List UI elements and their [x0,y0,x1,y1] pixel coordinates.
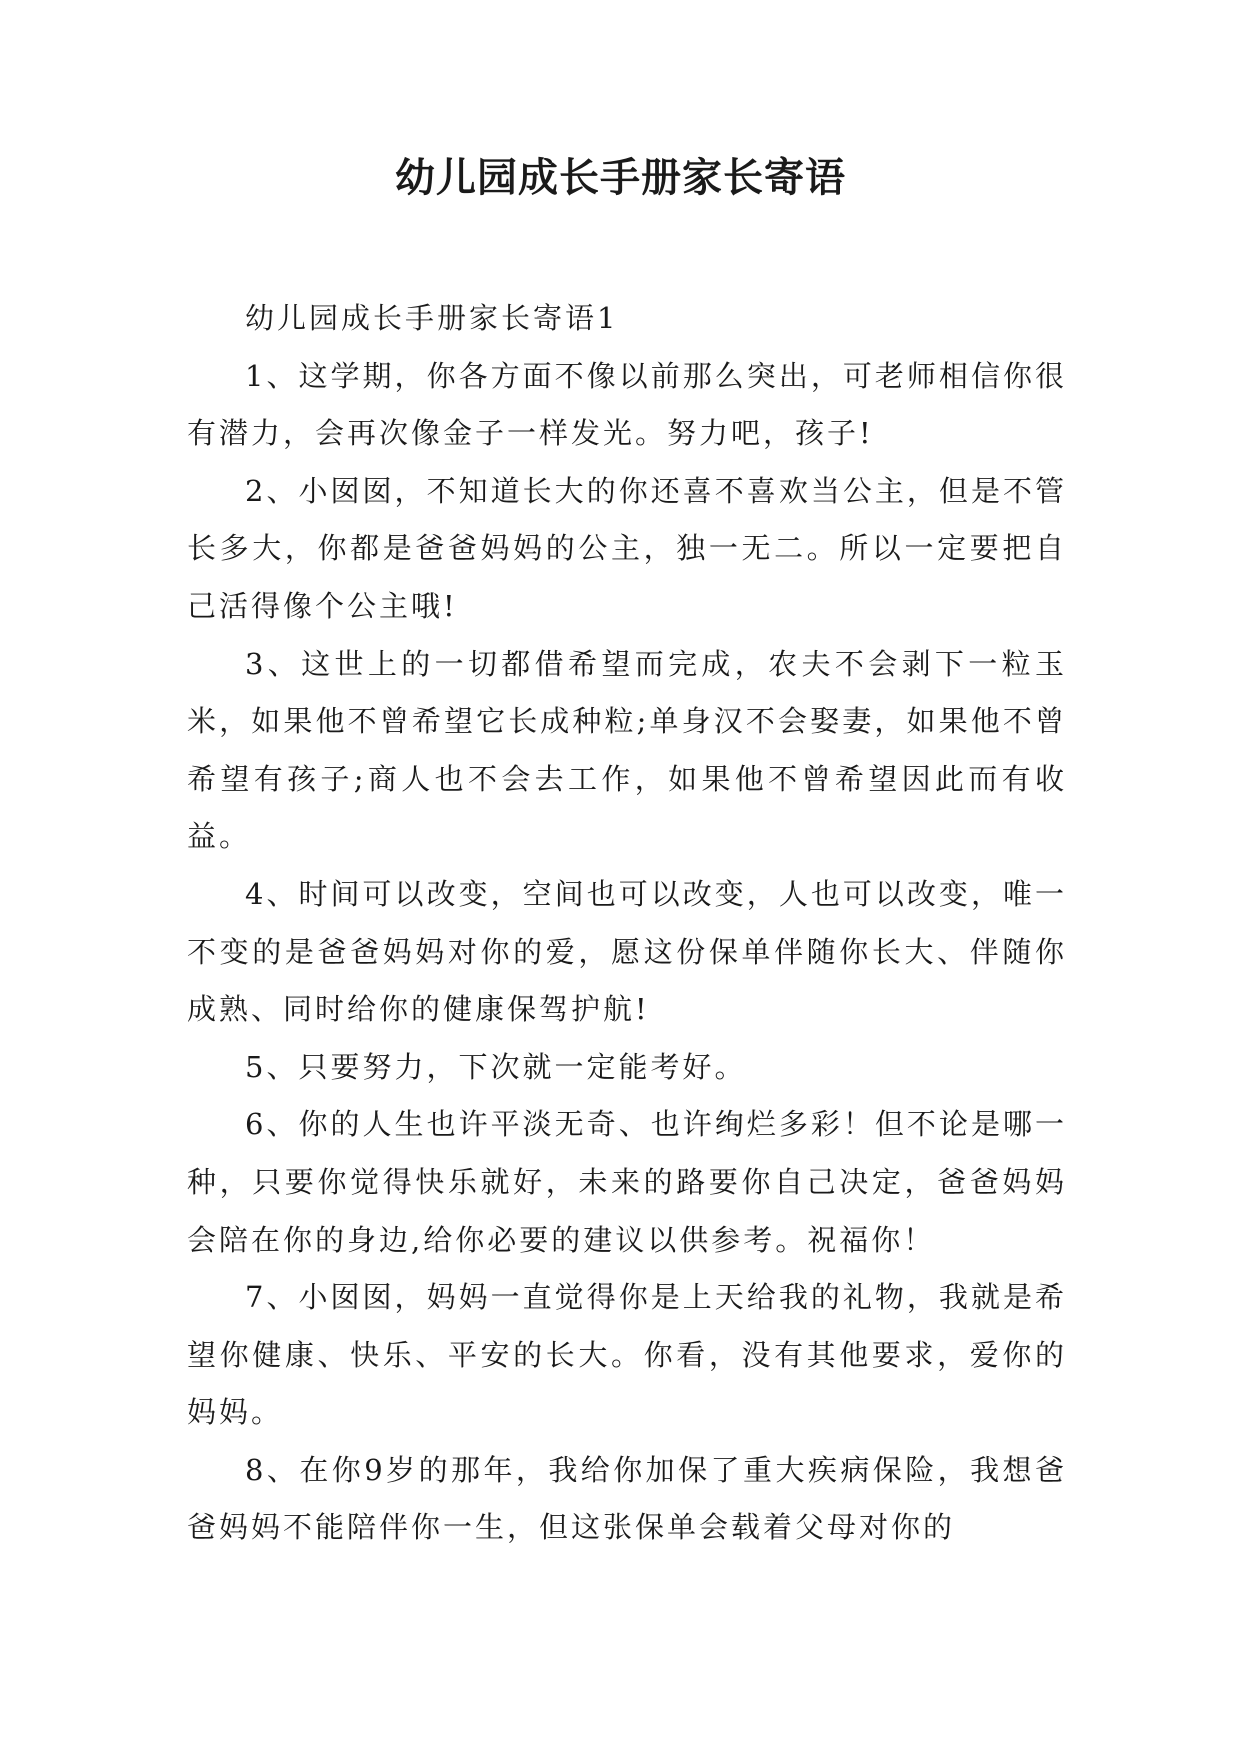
paragraph-3: 3、这世上的一切都借希望而完成，农夫不会剥下一粒玉米，如果他不曾希望它长成种粒;单身汉不会娶妻，如果他不曾希望有孩子;商人也不会去工作，如果他不曾希望因此而有收益。 [187,646,1067,854]
paragraph-7: 7、小囡囡，妈妈一直觉得你是上天给我的礼物，我就是希望你健康、快乐、平安的长大。你看，没有其他要求，爱你的妈妈。 [187,1280,1067,1430]
paragraph-4: 4、时间可以改变，空间也可以改变，人也可以改变，唯一不变的是爸爸妈妈对你的爱，愿这份保单伴随你长大、伴随你成熟、同时给你的健康保驾护航! [187,876,1067,1027]
paragraph-2: 2、小囡囡，不知道长大的你还喜不喜欢当公主，但是不管长多大，你都是爸爸妈妈的公主，独一无二。所以一定要把自己活得像个公主哦! [187,473,1067,623]
paragraph-5: 5、只要努力，下次就一定能考好。 [245,1049,747,1084]
document-title: 幼儿园成长手册家长寄语 [395,154,846,201]
paragraph-1: 1、这学期，你各方面不像以前那么突出，可老师相信你很有潜力，会再次像金子一样发光。努力吧，孩子! [187,358,1067,451]
paragraph-8: 8、在你9岁的那年，我给你加保了重大疾病保险，我想爸爸妈妈不能陪伴你一生，但这张保单会载着父母对你的 [187,1452,1067,1545]
paragraph-heading: 幼儿园成长手册家长寄语1 [245,301,619,335]
document-body [187,290,1067,1557]
paragraph-6: 6、你的人生也许平淡无奇、也许绚烂多彩！但不论是哪一种，只要你觉得快乐就好，未来的路要你自己决定，爸爸妈妈会陪在你的身边,给你必要的建议以供参考。祝福你！ [187,1107,1067,1257]
